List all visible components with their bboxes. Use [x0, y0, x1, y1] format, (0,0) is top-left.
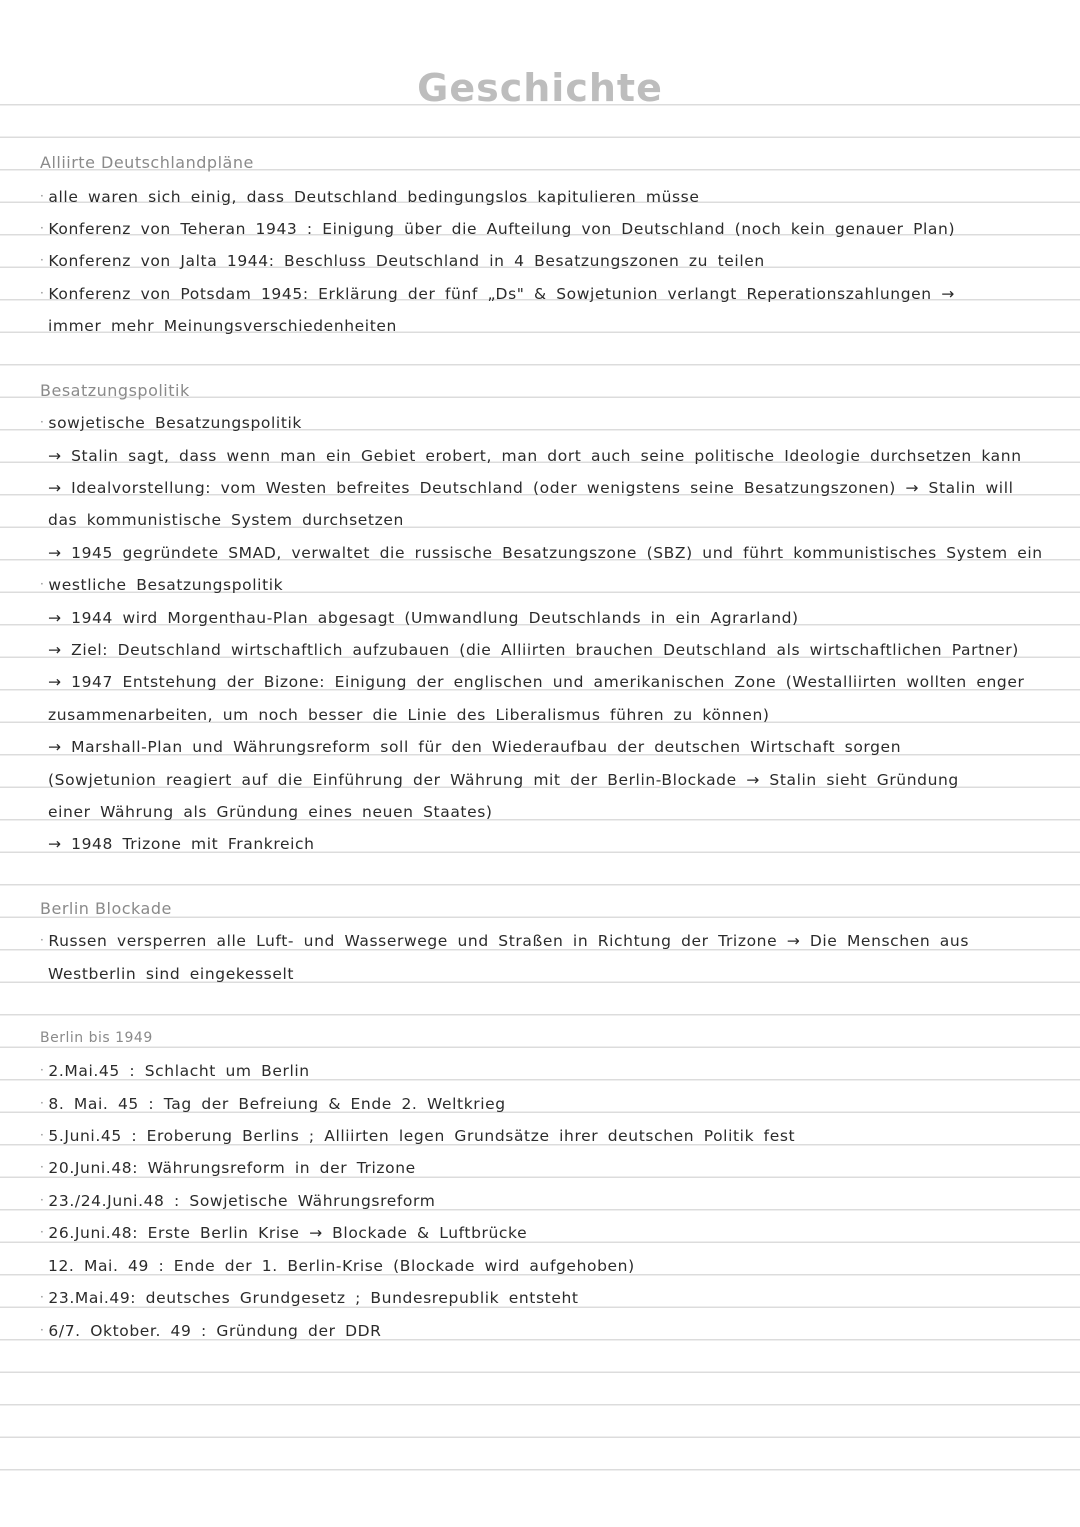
bullet-icon: · — [40, 1193, 45, 1207]
list-item: · Russen versperren alle Luft- und Wasserwege und Straßen in Richtung der Trizone → Die Menschen aus — [40, 932, 969, 950]
list-item: · 26.Juni.48: Erste Berlin Krise → Blockade & Luftbrücke — [40, 1224, 528, 1242]
list-item: · 8. Mai. 45 : Tag der Befreiung & Ende 2. Weltkrieg — [40, 1095, 506, 1113]
bullet-icon: · — [40, 933, 45, 947]
list-item: · 23./24.Juni.48 : Sowjetische Währungsreform — [40, 1192, 436, 1210]
bullet-icon: · — [40, 221, 45, 235]
list-item: · 20.Juni.48: Währungsreform in der Trizone — [40, 1159, 416, 1177]
list-item: · alle waren sich einig, dass Deutschland bedingungslos kapitulieren müsse — [40, 188, 700, 206]
list-item: → Stalin sagt, dass wenn man ein Gebiet erobert, man dort auch seine politische Ideologie durchsetzen kann — [48, 447, 1022, 465]
list-item: · Konferenz von Jalta 1944: Beschluss Deutschland in 4 Besatzungszonen zu teilen — [40, 252, 765, 270]
list-item: · westliche Besatzungspolitik — [40, 576, 284, 594]
list-item-continuation: (Sowjetunion reagiert auf die Einführung der Währung mit der Berlin-Blockade → Stalin sieht Gründung — [48, 771, 959, 789]
list-item-continuation: das kommunistische System durchsetzen — [48, 511, 404, 529]
list-item: → 1945 gegründete SMAD, verwaltet die russische Besatzungszone (SBZ) und führt kommunistisches System ein — [48, 544, 1043, 562]
section-heading-berlin-blockade: Berlin Blockade — [40, 899, 172, 918]
section-heading-occupation-policy: Besatzungspolitik — [40, 381, 190, 400]
list-item: → Idealvorstellung: vom Westen befreites Deutschland (oder wenigstens seine Besatzungszonen) → Stalin will — [48, 479, 1014, 497]
list-item: → Marshall-Plan und Währungsreform soll für den Wiederaufbau der deutschen Wirtschaft sorgen — [48, 738, 902, 756]
page-title: Geschichte — [417, 66, 663, 110]
bullet-icon: · — [40, 1323, 45, 1337]
section-heading-allied-plans: Alliirte Deutschlandpläne — [40, 153, 254, 172]
bullet-icon: · — [40, 1290, 45, 1304]
bullet-icon: · — [40, 1096, 45, 1110]
bullet-icon: · — [40, 1128, 45, 1142]
list-item: · sowjetische Besatzungspolitik — [40, 414, 302, 432]
list-item-continuation: Westberlin sind eingekesselt — [48, 965, 295, 983]
bullet-icon: · — [40, 1225, 45, 1239]
bullet-icon: · — [40, 253, 45, 267]
section-heading-berlin-until-1949: Berlin bis 1949 — [40, 1030, 153, 1046]
list-item: · 5.Juni.45 : Eroberung Berlins ; Alliirten legen Grundsätze ihrer deutschen Politik fest — [40, 1127, 796, 1145]
bullet-icon: · — [40, 577, 45, 591]
list-item: · 6/7. Oktober. 49 : Gründung der DDR — [40, 1322, 382, 1340]
bullet-icon: · — [40, 1063, 45, 1077]
list-item: · Konferenz von Teheran 1943 : Einigung über die Aufteilung von Deutschland (noch kein genauer Plan) — [40, 220, 956, 238]
bullet-icon: · — [40, 189, 45, 203]
list-item: → 1948 Trizone mit Frankreich — [48, 835, 315, 853]
list-item-continuation: zusammenarbeiten, um noch besser die Linie des Liberalismus führen zu können) — [48, 706, 770, 724]
list-item: · 2.Mai.45 : Schlacht um Berlin — [40, 1062, 310, 1080]
list-item: · 23.Mai.49: deutsches Grundgesetz ; Bundesrepublik entsteht — [40, 1289, 579, 1307]
list-item-continuation: einer Währung als Gründung eines neuen Staates) — [48, 803, 493, 821]
bullet-icon: · — [40, 415, 45, 429]
list-item-continuation: immer mehr Meinungsverschiedenheiten — [48, 317, 397, 335]
list-item: → 1947 Entstehung der Bizone: Einigung der englischen und amerikanischen Zone (Westalliirten wollten enger — [48, 673, 1025, 691]
bullet-icon: · — [40, 1160, 45, 1174]
list-item: · Konferenz von Potsdam 1945: Erklärung der fünf „Ds" & Sowjetunion verlangt Reperationszahlungen → — [40, 285, 955, 303]
bullet-icon: · — [40, 286, 45, 300]
list-item: → 1944 wird Morgenthau-Plan abgesagt (Umwandlung Deutschlands in ein Agrarland) — [48, 609, 799, 627]
list-item: → Ziel: Deutschland wirtschaftlich aufzubauen (die Alliirten brauchen Deutschland als wirtschaftlichen Partner) — [48, 641, 1019, 659]
list-item: 12. Mai. 49 : Ende der 1. Berlin-Krise (Blockade wird aufgehoben) — [48, 1257, 635, 1275]
